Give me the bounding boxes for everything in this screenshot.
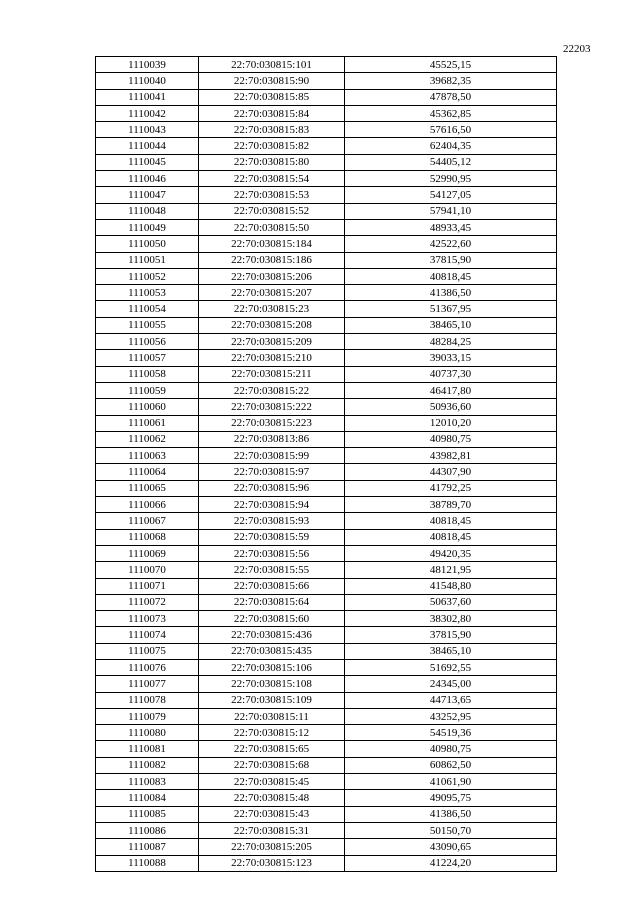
cadastral-number-cell: 22:70:030815:106 [199, 659, 345, 675]
value-cell: 49095,75 [345, 790, 557, 806]
row-number-cell: 1110046 [96, 171, 199, 187]
value-cell: 57616,50 [345, 122, 557, 138]
value-cell: 62404,35 [345, 138, 557, 154]
cadastral-number-cell: 22:70:030815:211 [199, 366, 345, 382]
value-cell: 38302,80 [345, 611, 557, 627]
table-row [96, 236, 557, 252]
table-row [96, 301, 557, 317]
row-number-cell: 1110077 [96, 676, 199, 692]
value-cell: 38465,10 [345, 643, 557, 659]
row-number-cell: 1110068 [96, 529, 199, 545]
table-row [96, 464, 557, 480]
row-number-cell: 1110088 [96, 855, 199, 871]
cadastral-number-cell: 22:70:030815:93 [199, 513, 345, 529]
row-number-cell: 1110074 [96, 627, 199, 643]
value-cell: 45362,85 [345, 105, 557, 121]
table-row [96, 154, 557, 170]
value-cell: 57941,10 [345, 203, 557, 219]
row-number-cell: 1110039 [96, 57, 199, 73]
row-number-cell: 1110050 [96, 236, 199, 252]
table-row [96, 73, 557, 89]
cadastral-number-cell: 22:70:030815:52 [199, 203, 345, 219]
table-row [96, 57, 557, 73]
table-row [96, 545, 557, 561]
row-number-cell: 1110061 [96, 415, 199, 431]
table-row [96, 203, 557, 219]
cadastral-number-cell: 22:70:030815:186 [199, 252, 345, 268]
value-cell: 41386,50 [345, 285, 557, 301]
row-number-cell: 1110053 [96, 285, 199, 301]
value-cell: 48121,95 [345, 562, 557, 578]
row-number-cell: 1110086 [96, 822, 199, 838]
value-cell: 41224,20 [345, 855, 557, 871]
cadastral-number-cell: 22:70:030815:94 [199, 497, 345, 513]
table-row [96, 822, 557, 838]
value-cell: 50637,60 [345, 594, 557, 610]
cadastral-number-cell: 22:70:030815:436 [199, 627, 345, 643]
value-cell: 48933,45 [345, 219, 557, 235]
row-number-cell: 1110078 [96, 692, 199, 708]
value-cell: 47878,50 [345, 89, 557, 105]
cadastral-number-cell: 22:70:030815:84 [199, 105, 345, 121]
value-cell: 39682,35 [345, 73, 557, 89]
value-cell: 52990,95 [345, 171, 557, 187]
row-number-cell: 1110062 [96, 431, 199, 447]
value-cell: 38465,10 [345, 317, 557, 333]
value-cell: 40737,30 [345, 366, 557, 382]
value-cell: 46417,80 [345, 382, 557, 398]
cadastral-number-cell: 22:70:030815:80 [199, 154, 345, 170]
cadastral-number-cell: 22:70:030815:101 [199, 57, 345, 73]
cadastral-number-cell: 22:70:030815:206 [199, 268, 345, 284]
value-cell: 44307,90 [345, 464, 557, 480]
cadastral-number-cell: 22:70:030815:90 [199, 73, 345, 89]
cadastral-number-cell: 22:70:030815:208 [199, 317, 345, 333]
row-number-cell: 1110048 [96, 203, 199, 219]
value-cell: 38789,70 [345, 497, 557, 513]
table-row [96, 806, 557, 822]
cadastral-number-cell: 22:70:030815:435 [199, 643, 345, 659]
table-row [96, 708, 557, 724]
value-cell: 54127,05 [345, 187, 557, 203]
value-cell: 51367,95 [345, 301, 557, 317]
row-number-cell: 1110040 [96, 73, 199, 89]
table-row [96, 725, 557, 741]
table-row [96, 790, 557, 806]
row-number-cell: 1110070 [96, 562, 199, 578]
value-cell: 41386,50 [345, 806, 557, 822]
cadastral-number-cell: 22:70:030815:53 [199, 187, 345, 203]
cadastral-number-cell: 22:70:030815:82 [199, 138, 345, 154]
table-row [96, 334, 557, 350]
cadastral-value-table [95, 56, 557, 872]
row-number-cell: 1110080 [96, 725, 199, 741]
value-cell: 40980,75 [345, 741, 557, 757]
cadastral-number-cell: 22:70:030815:210 [199, 350, 345, 366]
row-number-cell: 1110064 [96, 464, 199, 480]
row-number-cell: 1110045 [96, 154, 199, 170]
row-number-cell: 1110076 [96, 659, 199, 675]
cadastral-number-cell: 22:70:030815:50 [199, 219, 345, 235]
table-row [96, 757, 557, 773]
table-row [96, 105, 557, 121]
table-row [96, 171, 557, 187]
row-number-cell: 1110083 [96, 774, 199, 790]
cadastral-number-cell: 22:70:030815:96 [199, 480, 345, 496]
value-cell: 43090,65 [345, 839, 557, 855]
value-cell: 43982,81 [345, 448, 557, 464]
value-cell: 50936,60 [345, 399, 557, 415]
table-row [96, 513, 557, 529]
row-number-cell: 1110052 [96, 268, 199, 284]
table-row [96, 578, 557, 594]
cadastral-number-cell: 22:70:030815:60 [199, 611, 345, 627]
row-number-cell: 1110059 [96, 382, 199, 398]
row-number-cell: 1110054 [96, 301, 199, 317]
row-number-cell: 1110043 [96, 122, 199, 138]
table-row [96, 643, 557, 659]
cadastral-number-cell: 22:70:030815:68 [199, 757, 345, 773]
row-number-cell: 1110085 [96, 806, 199, 822]
cadastral-number-cell: 22:70:030815:55 [199, 562, 345, 578]
table-row [96, 497, 557, 513]
value-cell: 60862,50 [345, 757, 557, 773]
cadastral-number-cell: 22:70:030815:45 [199, 774, 345, 790]
value-cell: 50150,70 [345, 822, 557, 838]
value-cell: 51692,55 [345, 659, 557, 675]
cadastral-number-cell: 22:70:030815:23 [199, 301, 345, 317]
row-number-cell: 1110049 [96, 219, 199, 235]
row-number-cell: 1110057 [96, 350, 199, 366]
table-row [96, 252, 557, 268]
value-cell: 41792,25 [345, 480, 557, 496]
cadastral-number-cell: 22:70:030815:66 [199, 578, 345, 594]
row-number-cell: 1110058 [96, 366, 199, 382]
row-number-cell: 1110060 [96, 399, 199, 415]
table-row [96, 855, 557, 871]
table-row [96, 366, 557, 382]
row-number-cell: 1110082 [96, 757, 199, 773]
value-cell: 42522,60 [345, 236, 557, 252]
row-number-cell: 1110055 [96, 317, 199, 333]
value-cell: 48284,25 [345, 334, 557, 350]
cadastral-number-cell: 22:70:030815:12 [199, 725, 345, 741]
row-number-cell: 1110073 [96, 611, 199, 627]
table-row [96, 382, 557, 398]
table-row [96, 627, 557, 643]
table-row [96, 138, 557, 154]
table-row [96, 839, 557, 855]
table-row [96, 676, 557, 692]
cadastral-number-cell: 22:70:030815:222 [199, 399, 345, 415]
cadastral-number-cell: 22:70:030815:209 [199, 334, 345, 350]
table-row [96, 774, 557, 790]
value-cell: 49420,35 [345, 545, 557, 561]
table-body [96, 57, 557, 872]
row-number-cell: 1110044 [96, 138, 199, 154]
cadastral-number-cell: 22:70:030815:99 [199, 448, 345, 464]
cadastral-number-cell: 22:70:030815:59 [199, 529, 345, 545]
value-cell: 41548,80 [345, 578, 557, 594]
row-number-cell: 1110042 [96, 105, 199, 121]
table-row [96, 122, 557, 138]
table-row [96, 89, 557, 105]
cadastral-number-cell: 22:70:030815:54 [199, 171, 345, 187]
value-cell: 12010,20 [345, 415, 557, 431]
cadastral-number-cell: 22:70:030815:223 [199, 415, 345, 431]
value-cell: 40980,75 [345, 431, 557, 447]
value-cell: 44713,65 [345, 692, 557, 708]
cadastral-number-cell: 22:70:030815:83 [199, 122, 345, 138]
cadastral-number-cell: 22:70:030815:11 [199, 708, 345, 724]
page-number: 22203 [563, 43, 591, 55]
table-row [96, 219, 557, 235]
value-cell: 24345,00 [345, 676, 557, 692]
value-cell: 40818,45 [345, 513, 557, 529]
table-row [96, 317, 557, 333]
cadastral-number-cell: 22:70:030815:85 [199, 89, 345, 105]
row-number-cell: 1110071 [96, 578, 199, 594]
table-row [96, 187, 557, 203]
table-row [96, 399, 557, 415]
value-cell: 41061,90 [345, 774, 557, 790]
row-number-cell: 1110081 [96, 741, 199, 757]
cadastral-number-cell: 22:70:030815:43 [199, 806, 345, 822]
cadastral-number-cell: 22:70:030815:97 [199, 464, 345, 480]
value-cell: 37815,90 [345, 627, 557, 643]
value-cell: 54519,36 [345, 725, 557, 741]
row-number-cell: 1110075 [96, 643, 199, 659]
table-row [96, 611, 557, 627]
row-number-cell: 1110056 [96, 334, 199, 350]
row-number-cell: 1110041 [96, 89, 199, 105]
row-number-cell: 1110067 [96, 513, 199, 529]
row-number-cell: 1110069 [96, 545, 199, 561]
table-row [96, 659, 557, 675]
value-cell: 54405,12 [345, 154, 557, 170]
row-number-cell: 1110079 [96, 708, 199, 724]
value-cell: 40818,45 [345, 529, 557, 545]
table-row [96, 350, 557, 366]
value-cell: 40818,45 [345, 268, 557, 284]
table-row [96, 480, 557, 496]
cadastral-number-cell: 22:70:030815:207 [199, 285, 345, 301]
table-row [96, 415, 557, 431]
cadastral-number-cell: 22:70:030815:64 [199, 594, 345, 610]
table-row [96, 268, 557, 284]
row-number-cell: 1110065 [96, 480, 199, 496]
row-number-cell: 1110066 [96, 497, 199, 513]
value-cell: 43252,95 [345, 708, 557, 724]
cadastral-number-cell: 22:70:030815:48 [199, 790, 345, 806]
cadastral-number-cell: 22:70:030815:65 [199, 741, 345, 757]
cadastral-number-cell: 22:70:030815:31 [199, 822, 345, 838]
table-row [96, 431, 557, 447]
table-row [96, 448, 557, 464]
cadastral-number-cell: 22:70:030815:22 [199, 382, 345, 398]
cadastral-number-cell: 22:70:030815:205 [199, 839, 345, 855]
cadastral-number-cell: 22:70:030815:184 [199, 236, 345, 252]
value-cell: 45525,15 [345, 57, 557, 73]
row-number-cell: 1110087 [96, 839, 199, 855]
table-row [96, 562, 557, 578]
value-cell: 39033,15 [345, 350, 557, 366]
cadastral-number-cell: 22:70:030815:108 [199, 676, 345, 692]
value-cell: 37815,90 [345, 252, 557, 268]
table-row [96, 594, 557, 610]
cadastral-number-cell: 22:70:030813:86 [199, 431, 345, 447]
cadastral-number-cell: 22:70:030815:123 [199, 855, 345, 871]
table-row [96, 529, 557, 545]
table-row [96, 285, 557, 301]
cadastral-number-cell: 22:70:030815:56 [199, 545, 345, 561]
row-number-cell: 1110047 [96, 187, 199, 203]
table-row [96, 692, 557, 708]
row-number-cell: 1110051 [96, 252, 199, 268]
cadastral-number-cell: 22:70:030815:109 [199, 692, 345, 708]
table-row [96, 741, 557, 757]
row-number-cell: 1110063 [96, 448, 199, 464]
row-number-cell: 1110084 [96, 790, 199, 806]
row-number-cell: 1110072 [96, 594, 199, 610]
